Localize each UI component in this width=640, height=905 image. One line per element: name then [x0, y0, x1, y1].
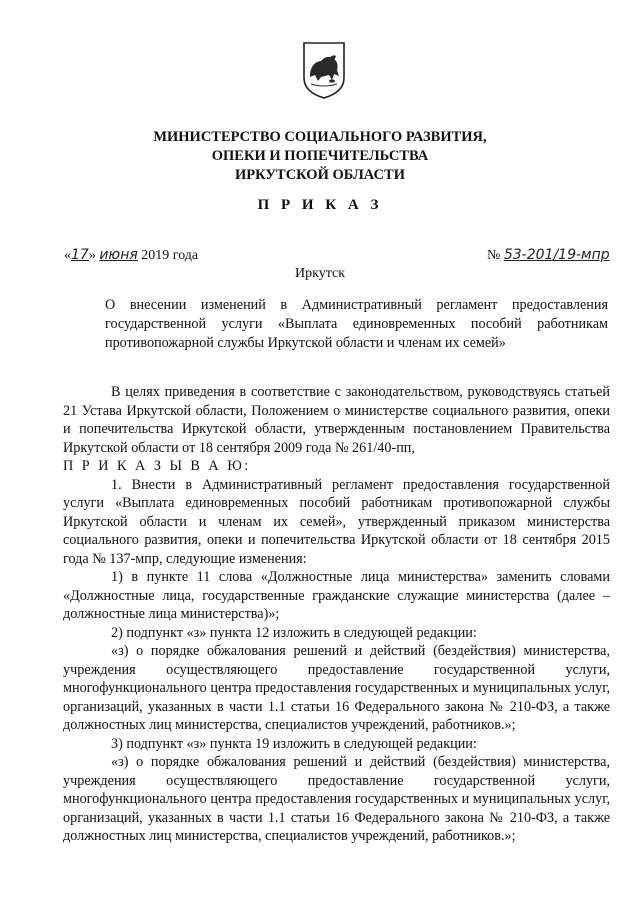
ministry-line: ОПЕКИ И ПОПЕЧИТЕЛЬСТВА	[211, 148, 429, 164]
order-year: 2019 года	[141, 248, 199, 263]
handwritten-number: 53-201/19-мпр	[503, 247, 610, 263]
order-number	[487, 247, 610, 264]
order-directive-word: П Р И К А З Ы В А Ю:	[63, 458, 251, 474]
body-paragraph: 1. Внести в Административный регламент предоставления государственной услуги «Выплата единовременных пособий работникам противопожарной службы Иркутской области и членам их семей», утвержденный приказом министерства социального развития, опеки и попечительства Иркутской области от 18 сентября 2015 года № 137-мпр, следующие изменения:	[63, 476, 610, 567]
order-city: Иркутск	[294, 266, 346, 281]
body-paragraph: «з) о порядке обжалования решений и действий (бездействия) министерства, учреждения осуществляющего предоставление государственной услуги, многофункционального центра предоставления государственных и муниципальных услуг, организаций, указанных в части 1.1 статьи 16 Федерального закона № 210-ФЗ, а также должностных лиц министерства, специалистов учреждений, работников.»;	[63, 643, 610, 733]
document-type-title: П Р И К А З	[257, 197, 383, 213]
ministry-line: МИНИСТЕРСТВО СОЦИАЛЬНОГО РАЗВИТИЯ,	[153, 129, 487, 145]
handwritten-month: июня	[99, 247, 138, 263]
quote-open: «	[64, 248, 71, 263]
body-paragraph: 3) подпункт «з» пункта 19 изложить в следующей редакции:	[111, 735, 477, 752]
preamble-paragraph: В целях приведения в соответствие с законодательством, руководствуясь статьей 21 Устава Иркутской области, Положением о министерстве социального развития, опеки и попечительства Иркутской области, утвержденным постановлением Правительства Иркутской области от 18 сентября 2009 года № 261/40-пп,	[63, 384, 610, 456]
order-subject: О внесении изменений в Административный регламент предоставления государственной услуги «Выплата единовременных пособий работникам противопожарной службы Иркутской области и членам их семей»	[105, 297, 608, 351]
number-prefix: №	[487, 248, 501, 263]
ministry-line: ИРКУТСКОЙ ОБЛАСТИ	[235, 167, 405, 183]
body-paragraph: «з) о порядке обжалования решений и действий (бездействия) министерства, учреждения осуществляющего предоставление государственной услуги, многофункционального центра предоставления государственных и муниципальных услуг, организаций, указанных в части 1.1 статьи 16 Федерального закона № 210-ФЗ, а также должностных лиц министерства, специалистов учреждений, работников.»;	[63, 754, 610, 844]
body-paragraph: 2) подпункт «з» пункта 12 изложить в следующей редакции:	[111, 624, 477, 641]
order-date	[64, 247, 198, 264]
handwritten-day: 17	[71, 247, 89, 263]
coat-of-arms-icon	[301, 40, 347, 100]
body-paragraph: 1) в пункте 11 слова «Должностные лица министерства» заменить словами «Должностные лица, государственные гражданские служащие министерства (далее – должностные лица министерства)»;	[63, 569, 610, 622]
quote-close: »	[88, 248, 96, 263]
order-body	[63, 383, 610, 846]
ministry-name	[0, 128, 640, 185]
